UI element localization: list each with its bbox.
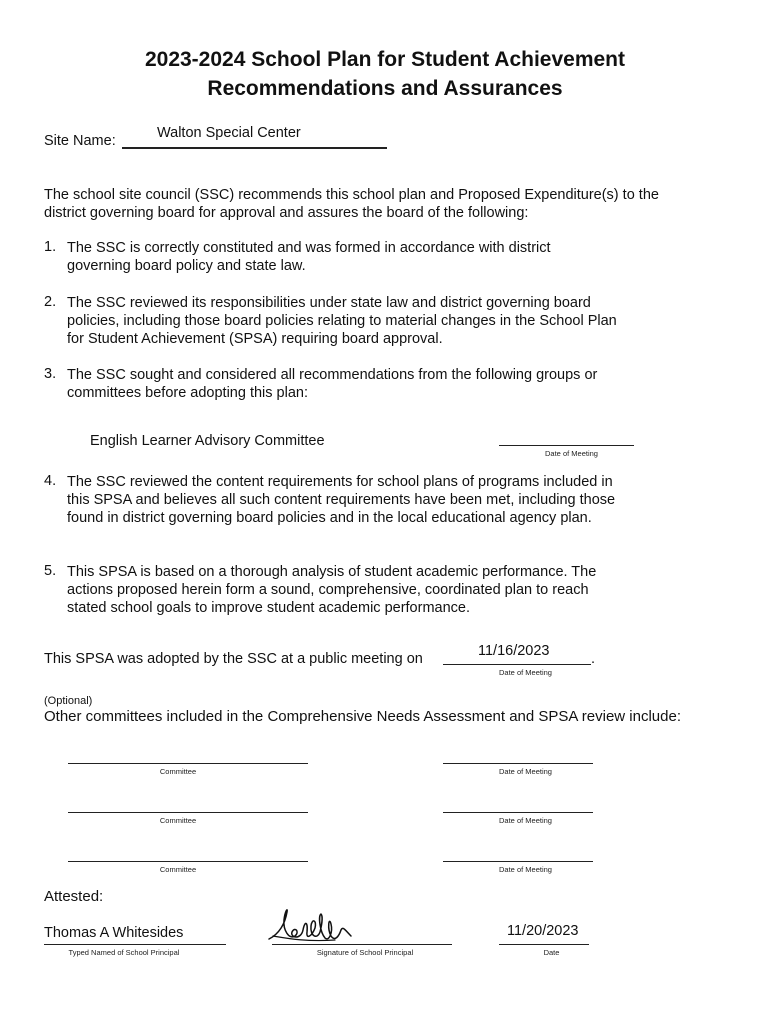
date-of-meeting-label: Date of Meeting	[545, 449, 598, 458]
committee-date-line[interactable]	[443, 763, 593, 764]
committee-label: Committee	[159, 767, 197, 776]
committee-date-line[interactable]	[443, 812, 593, 813]
site-name-value[interactable]: Walton Special Center	[157, 125, 301, 141]
date-of-meeting-label: Date of Meeting	[499, 668, 552, 677]
item-text: This SPSA is based on a thorough analysis of student academic performance. The actions proposed herein form a sound, comprehensive, coordinated plan to reach stated school goals to improve student academic performance.	[67, 564, 597, 616]
adopted-date[interactable]: 11/16/2023	[478, 643, 550, 659]
committee-line[interactable]	[68, 763, 308, 764]
intro-paragraph: The school site council (SSC) recommends this school plan and Proposed Expenditure(s) to the district governing board for approval and assures the board of the following:	[44, 187, 659, 221]
item-text: The SSC reviewed the content requirements for school plans of programs included in this SPSA and believes all such content requirements have been met, including those found in district governing board policies and in the local educational agency plan.	[67, 474, 616, 526]
committee-line[interactable]	[68, 812, 308, 813]
date-of-meeting-label: Date of Meeting	[499, 767, 552, 776]
committee-label: Committee	[159, 816, 197, 825]
item-number: 3.	[44, 366, 57, 382]
signature-line	[272, 944, 452, 945]
attested-label: Attested:	[44, 888, 104, 905]
attest-date-line	[499, 944, 589, 945]
title-line-2: Recommendations and Assurances	[207, 77, 563, 100]
item-text: The SSC is correctly constituted and was formed in accordance with district governing board policy and state law.	[67, 240, 551, 274]
date-of-meeting-label: Date of Meeting	[499, 865, 552, 874]
principal-name[interactable]: Thomas A Whitesides	[44, 925, 184, 941]
typed-name-label: Typed Named of School Principal	[68, 948, 180, 957]
title-line-1: 2023-2024 School Plan for Student Achievement	[144, 48, 626, 71]
committee-label: Committee	[159, 865, 197, 874]
committee-name[interactable]: English Learner Advisory Committee	[90, 433, 325, 449]
committee-line[interactable]	[68, 861, 308, 862]
item-number: 2.	[44, 294, 57, 310]
optional-label: (Optional)	[44, 695, 93, 707]
committee-date-line[interactable]	[443, 861, 593, 862]
item-text: The SSC sought and considered all recommendations from the following groups or committees before adopting this plan:	[67, 367, 598, 401]
elac-date-line[interactable]	[499, 445, 634, 446]
signature-label: Signature of School Principal	[316, 948, 414, 957]
principal-name-line	[44, 944, 226, 945]
site-name-label: Site Name:	[44, 133, 116, 149]
item-text: The SSC reviewed its responsibilities under state law and district governing board policies, including those board policies relating to material changes in the School Plan for Student Achievement (SPSA) requiring board approval.	[67, 295, 617, 347]
item-number: 5.	[44, 563, 57, 579]
attest-date[interactable]: 11/20/2023	[507, 923, 579, 939]
date-of-meeting-label: Date of Meeting	[499, 816, 552, 825]
adopted-date-line	[443, 664, 591, 665]
other-committees-text: Other committees included in the Comprehensive Needs Assessment and SPSA review include:	[44, 708, 681, 725]
item-number: 1.	[44, 239, 57, 255]
date-label: Date	[543, 948, 560, 957]
site-name-line	[122, 147, 387, 149]
item-number: 4.	[44, 473, 57, 489]
adopted-text: This SPSA was adopted by the SSC at a public meeting on	[44, 651, 423, 667]
signature-image[interactable]	[265, 906, 360, 948]
